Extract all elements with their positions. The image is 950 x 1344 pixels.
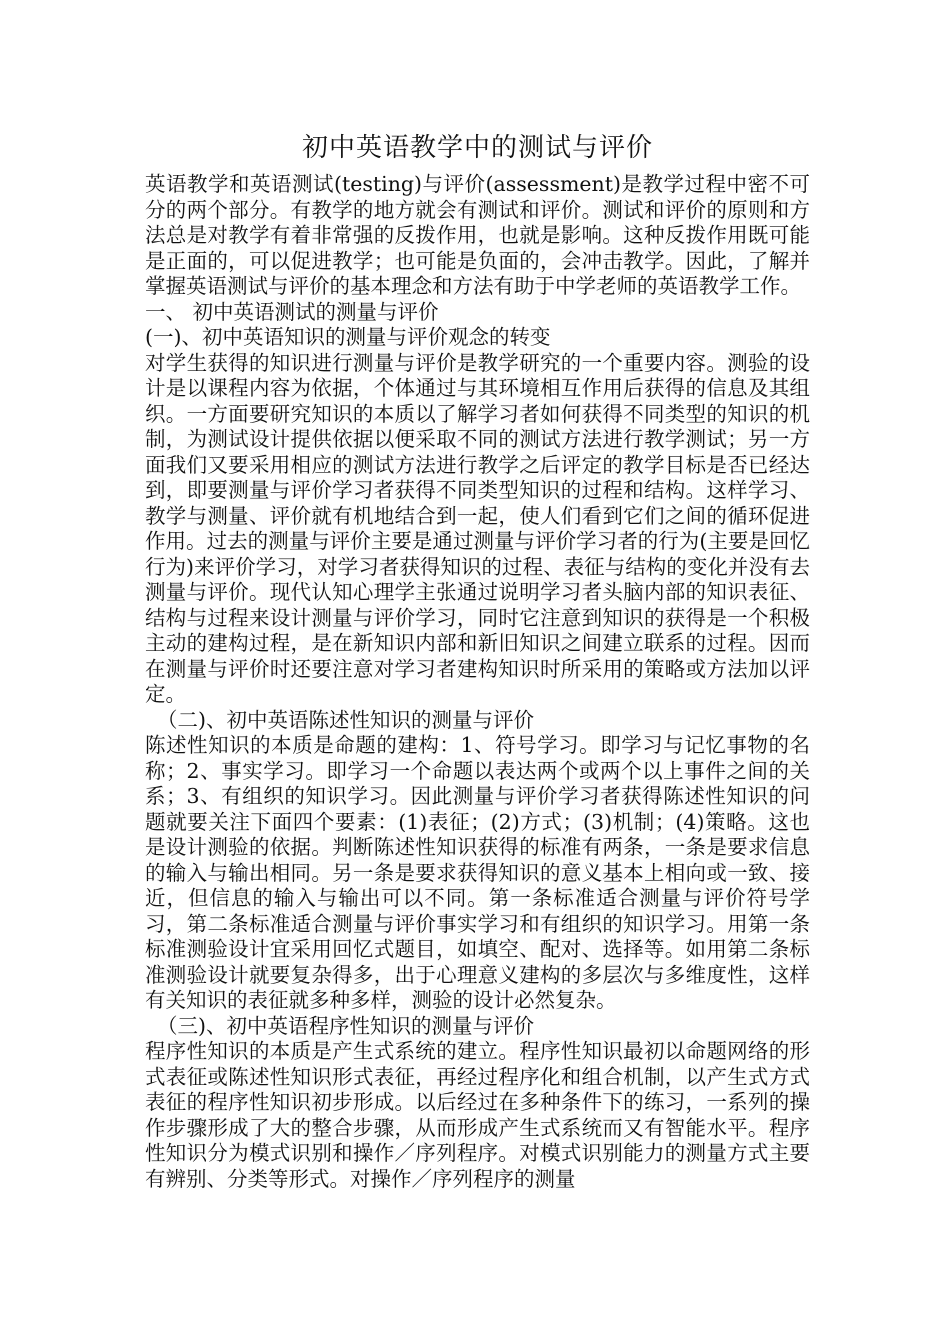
subsection-heading-1: (一)、初中英语知识的测量与评价观念的转变: [145, 325, 551, 349]
intro-paragraph: 英语教学和英语测试(testing)与评价(assessment)是教学过程中密不可分的两个部分。有教学的地方就会有测试和评价。测试和评价的原则和方法总是对教学有着非常强的反拨作用，也就是影响。这种反拨作用既可能是正面的，可以促进教学；也可能是负面的，会冲击教学。因此，了解并掌握英语测试与评价的基本理念和方法有助于中学老师的英语教学工作。: [145, 172, 810, 298]
subsection-body-1: 对学生获得的知识进行测量与评价是教学研究的一个重要内容。测验的设计是以课程内容为依据，个体通过与其环境相互作用后获得的信息及其组织。一方面要研究知识的本质以了解学习者如何获得不同类型的知识的机制，为测试设计提供依据以便采取不同的测试方法进行教学测试；另一方面我们又要采用相应的测试方法进行教学之后评定的教学目标是否已经达到，即要测量与评价学习者获得不同类型知识的过程和结构。这样学习、教学与测量、评价就有机地结合到一起，使人们看到它们之间的循环促进作用。过去的测量与评价主要是通过测量与评价学习者的行为(主要是回忆行为)来评价学习，对学习者获得知识的过程、表征与结构的变化并没有去测量与评价。现代认知心理学主张通过说明学习者头脑内部的知识表征、结构与过程来设计测量与评价学习，同时它注意到知识的获得是一个积极主动的建构过程，是在新知识内部和新旧知识之间建立联系的过程。因而在测量与评价时还要注意对学习者建构知识时所采用的策略或方法加以评定。: [145, 350, 810, 706]
document-title: 初中英语教学中的测试与评价: [301, 133, 653, 163]
section-heading-1: 一、 初中英语测试的测量与评价: [145, 299, 439, 324]
subsection-body-2: 陈述性知识的本质是命题的建构：1、符号学习。即学习与记忆事物的名称；2、事实学习。即学习一个命题以表达两个或两个以上事件之间的关系；3、有组织的知识学习。因此测量与评价学习者获得陈述性知识的问题就要关注下面四个要素：(1)表征；(2)方式；(3)机制；(4)策略。这也是设计测验的依据。判断陈述性知识获得的标准有两条，一条是要求信息的输入与输出相同。另一条是要求获得知识的意义基本上相向或一致、接近，但信息的输入与输出可以不同。第一条标准适合测量与评价符号学习，第二条标准适合测量与评价事实学习和有组织的知识学习。用第一条标准测验设计宜采用回忆式题目，如填空、配对、选择等。如用第二条标准测验设计就要复杂得多，出于心理意义建构的多层次与多维度性，这样有关知识的表征就多种多样，测验的设计必然复杂。: [145, 733, 810, 1012]
document-page: [145, 128, 810, 1192]
subsection-heading-3: （三)、初中英语程序性知识的测量与评价: [157, 1013, 534, 1038]
subsection-body-3: 程序性知识的本质是产生式系统的建立。程序性知识最初以命题网络的形式表征或陈述性知识形式表征，再经过程序化和组合机制，以产生式方式表征的程序性知识初步形成。以后经过在多种条件下的练习，一系列的操作步骤形成了大的整合步骤，从而形成产生式系统而又有智能水平。程序性知识分为模式识别和操作／序列程序。对模式识别能力的测量方式主要有辨别、分类等形式。对操作／序列程序的测量: [145, 1039, 810, 1191]
subsection-heading-2: （二)、初中英语陈述性知识的测量与评价: [157, 707, 534, 732]
